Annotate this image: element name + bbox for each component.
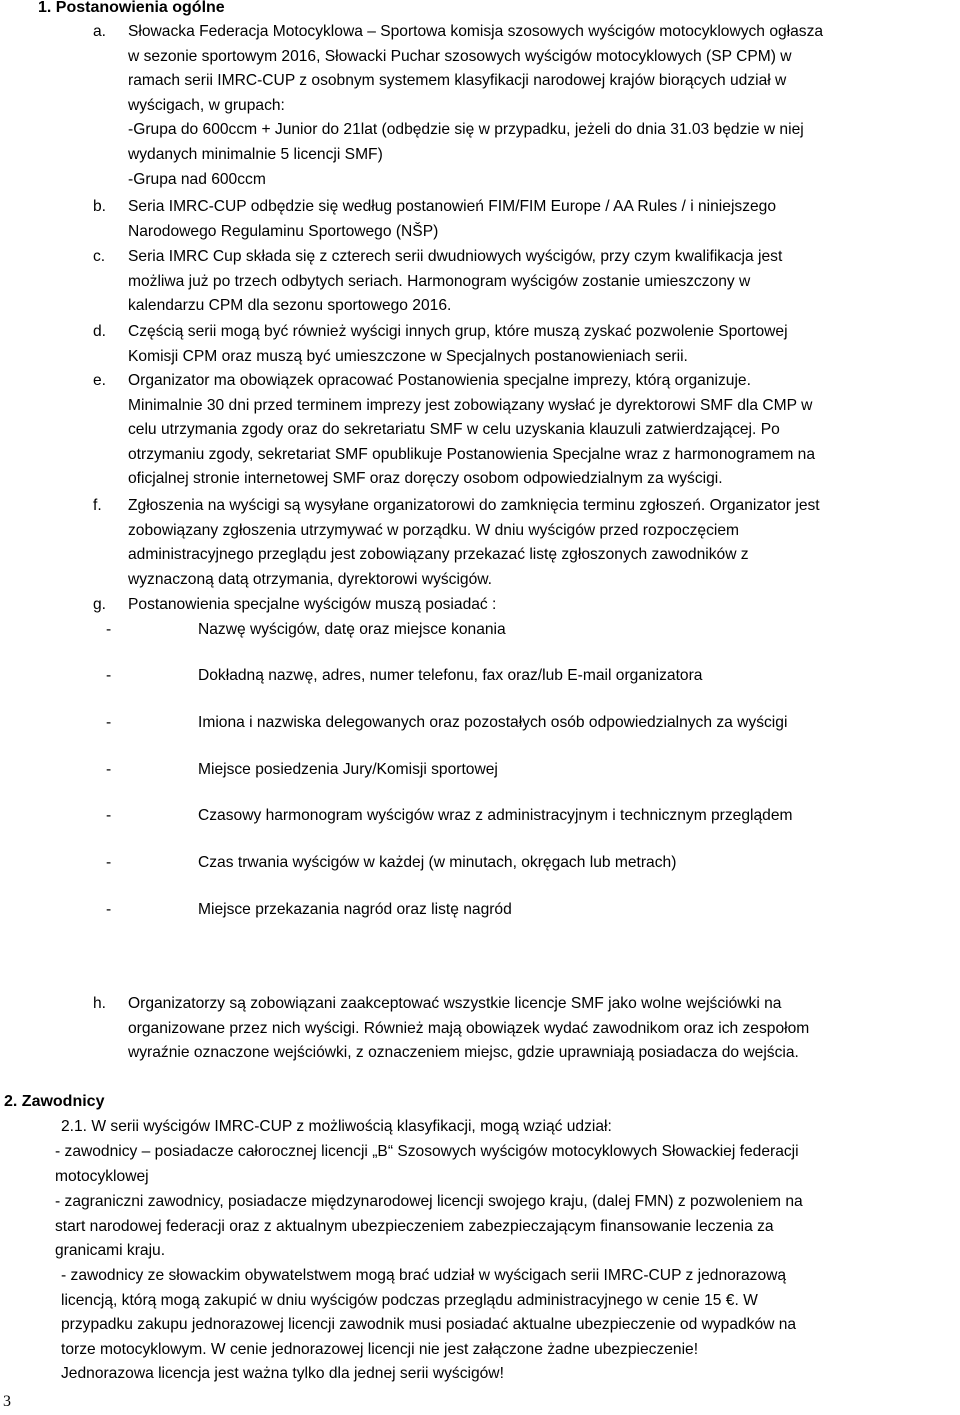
list-label: b. bbox=[93, 198, 107, 215]
text-line: - zawodnicy – posiadacze całorocznej licencji „B“ Szosowych wyścigów motocyklowych Słowackiej federacji bbox=[55, 1143, 799, 1160]
dash-bullet: - bbox=[106, 807, 112, 824]
requirement-text: Imiona i nazwiska delegowanych oraz pozostałych osób odpowiedzialnych za wyścigi bbox=[198, 714, 788, 731]
dash-bullet: - bbox=[106, 667, 112, 684]
text-line: możliwa już po trzech odbytych seriach. Harmonogram wyścigów zostanie umieszczony w bbox=[128, 272, 751, 290]
text-line: licencją, którą mogą zakupić w dniu wyścigów podczas przeglądu administracyjnego w cenie 15 €. W bbox=[61, 1291, 758, 1309]
text-line: wyraźnie oznaczone wejściówki, z oznaczeniem miejsc, gdzie uprawniają posiadacza do wejścia. bbox=[128, 1044, 799, 1062]
dash-bullet: - bbox=[106, 621, 112, 638]
list-item-e bbox=[93, 369, 957, 492]
list-item-d bbox=[93, 320, 957, 369]
list-label: g. bbox=[93, 596, 107, 613]
text-line: Jednorazowa licencja jest ważna tylko dla jednej serii wyścigów! bbox=[61, 1365, 504, 1383]
list-item-g bbox=[93, 593, 957, 618]
text-line: celu utrzymania zgody oraz do sekretariatu SMF w celu uzyskania klauzuli zatwierdzającej. Po bbox=[128, 421, 780, 439]
list-label: d. bbox=[93, 323, 107, 340]
requirement-text: Nazwę wyścigów, datę oraz miejsce konania bbox=[198, 621, 506, 638]
text-line: granicami kraju. bbox=[55, 1242, 166, 1260]
participant-paragraph-1 bbox=[55, 1140, 955, 1189]
text-line: Zgłoszenia na wyścigi są wysyłane organizatorowi do zamknięcia terminu zgłoszeń. Organizator jest bbox=[128, 497, 820, 514]
text-line: kalendarzu CPM dla sezonu sportowego 2016. bbox=[128, 297, 452, 315]
list-item-h bbox=[93, 992, 957, 1066]
text-line: otrzymaniu zgody, sekretariat SMF opublikuje Postanowienia Specjalne wraz z harmonogramem na bbox=[128, 445, 816, 463]
text-line: wyznaczoną datą otrzymania, dyrektorowi wyścigów. bbox=[128, 570, 493, 588]
section-2-title: 2. Zawodnicy bbox=[4, 1093, 105, 1110]
text-line: -Grupa do 600ccm + Junior do 21lat (odbędzie się w przypadku, jeżeli do dnia 31.03 będzie w niej bbox=[128, 121, 804, 139]
list-label: c. bbox=[93, 248, 106, 265]
participant-paragraph-3 bbox=[61, 1264, 955, 1387]
list-label: e. bbox=[93, 372, 107, 389]
text-line: Częścią serii mogą być również wyścigi innych grup, które muszą zyskać pozwolenie Sportowej bbox=[128, 323, 788, 340]
text-line: oficjalnej stronie internetowej SMF oraz doręczy osobom odpowiedzialnym za wyścigi. bbox=[128, 470, 723, 488]
requirement-text: Czasowy harmonogram wyścigów wraz z administracyjnym i technicznym przeglądem bbox=[198, 807, 793, 824]
list-label: h. bbox=[93, 995, 107, 1012]
text-line: przypadku zakupu jednorazowej licencji zawodnik musi posiadać aktualne ubezpieczenie od wypadków na bbox=[61, 1316, 797, 1334]
text-line: Słowacka Federacja Motocyklowa – Sportowa komisja szosowych wyścigów motocyklowych ogłasza bbox=[128, 23, 824, 40]
text-line: w sezonie sportowym 2016, Słowacki Puchar szosowych wyścigów motocyklowych (SP CPM) w bbox=[128, 47, 792, 65]
section-1-title: 1. Postanowienia ogólne bbox=[38, 0, 225, 16]
text-line: Narodowego Regulaminu Sportowego (NŠP) bbox=[128, 222, 439, 240]
text-line: administracyjnego przeglądu jest zobowiązany przekazać listę zgłoszonych zawodników z bbox=[128, 546, 749, 564]
text-line: wydanych minimalnie 5 licencji SMF) bbox=[128, 145, 383, 163]
dash-bullet: - bbox=[106, 714, 112, 731]
dash-bullet: - bbox=[106, 854, 112, 871]
text-line: Postanowienia specjalne wyścigów muszą posiadać : bbox=[128, 596, 497, 613]
text-line: -Grupa nad 600ccm bbox=[128, 170, 266, 188]
text-line: ramach serii IMRC-CUP z osobnym systemem klasyfikacji narodowej krajów biorących udział w bbox=[128, 72, 787, 90]
requirement-text: Dokładną nazwę, adres, numer telefonu, fax oraz/lub E-mail organizatora bbox=[198, 667, 703, 684]
list-item-a bbox=[93, 20, 957, 192]
text-line: Seria IMRC-CUP odbędzie się według postanowień FIM/FIM Europe / AA Rules / i niniejszego bbox=[128, 198, 777, 215]
text-line: Seria IMRC Cup składa się z czterech serii dwudniowych wyścigów, przy czym kwalifikacja jest bbox=[128, 248, 783, 265]
text-line: torze motocyklowym. W cenie jednorazowej licencji nie jest załączone żadne ubezpieczenie! bbox=[61, 1340, 699, 1358]
list-label: f. bbox=[93, 497, 102, 514]
text-line: Minimalnie 30 dni przed terminem imprezy jest zobowiązany wysłać je dyrektorowi SMF dla CMP w bbox=[128, 396, 813, 414]
list-item-f bbox=[93, 494, 957, 592]
text-line: Organizatorzy są zobowiązani zaakceptować wszystkie licencje SMF jako wolne wejściówki na bbox=[128, 995, 782, 1012]
text-line: motocyklowej bbox=[55, 1167, 149, 1185]
requirement-text: Czas trwania wyścigów w każdej (w minutach, okręgach lub metrach) bbox=[198, 854, 677, 871]
text-line: start narodowej federacji oraz z aktualnym ubezpieczeniem zabezpieczającym finansowanie leczenia za bbox=[55, 1217, 774, 1235]
list-item-c bbox=[93, 245, 957, 319]
participant-paragraph-2 bbox=[55, 1190, 955, 1264]
dash-bullet: - bbox=[106, 761, 112, 778]
text-line: organizowane przez nich wyścigi. Również mają obowiązek wydać zawodnikom oraz ich zespołom bbox=[128, 1019, 810, 1037]
page-number: 3 bbox=[3, 1393, 11, 1410]
subsection-text: 2.1. W serii wyścigów IMRC-CUP z możliwością klasyfikacji, mogą wziąć udział: bbox=[61, 1118, 612, 1135]
requirement-text: Miejsce posiedzenia Jury/Komisji sportowej bbox=[198, 761, 498, 778]
subsection-2-1 bbox=[61, 1115, 951, 1140]
dash-bullet: - bbox=[106, 901, 112, 918]
requirement-text: Miejsce przekazania nagród oraz listę nagród bbox=[198, 901, 512, 918]
text-line: Organizator ma obowiązek opracować Postanowienia specjalne imprezy, którą organizuje. bbox=[128, 372, 751, 389]
text-line: wyścigach, w grupach: bbox=[128, 96, 285, 114]
text-line: - zagraniczni zawodnicy, posiadacze międzynarodowej licencji swojego kraju, (dalej FMN) z pozwoleniem na bbox=[55, 1193, 803, 1210]
list-item-b bbox=[93, 195, 957, 244]
text-line: zobowiązany zgłoszenia utrzymywać w porządku. W dniu wyścigów przed rozpoczęciem bbox=[128, 521, 740, 539]
text-line: Komisji CPM oraz muszą być umieszczone w Specjalnych postanowieniach serii. bbox=[128, 347, 688, 365]
text-line: - zawodnicy ze słowackim obywatelstwem mogą brać udział w wyścigach serii IMRC-CUP z jednorazową bbox=[61, 1267, 787, 1284]
list-label: a. bbox=[93, 23, 107, 40]
